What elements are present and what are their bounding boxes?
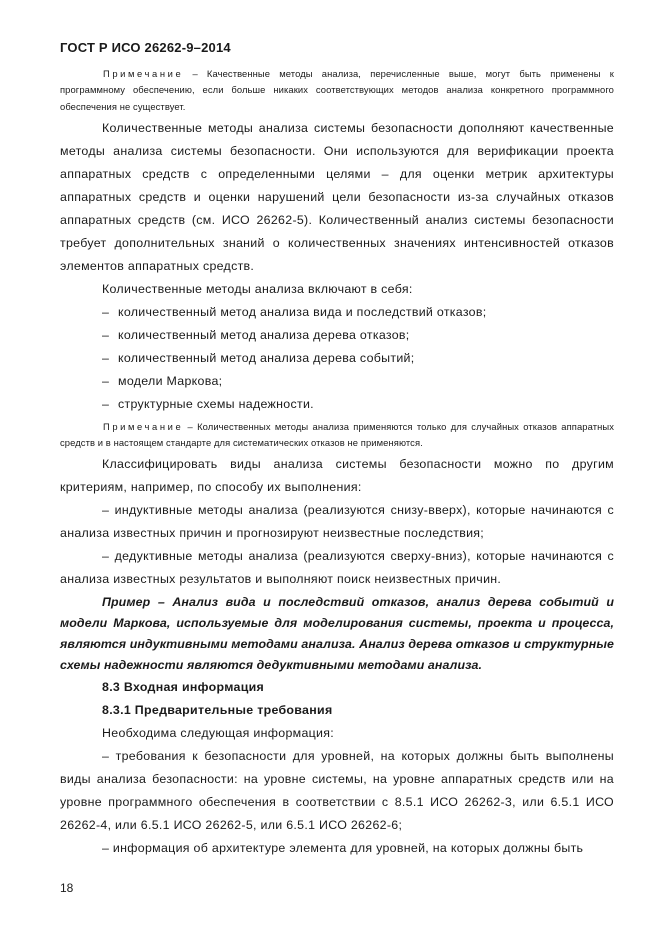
paragraph-quantitative-intro: Количественные методы анализа системы безопасности дополняют качественные методы анализа системы безопасности. Они используются для верификации проекта аппаратных средств с определенными целями – для оценки метрик архитектуры аппаратных средств и оценки нарушений цели безопасности из-за случайных отказов аппаратных средств (см. ИСО 26262-5). Количественный анализ системы безопасности требует дополнительных знаний о количественных значениях интенсивностей отказов элементов аппаратных средств.	[60, 120, 614, 273]
list-item: – количественный метод анализа дерева событий;	[102, 350, 415, 365]
note-label: Примечание	[103, 68, 184, 79]
note-text: – Количественных методы анализа применяются только для случайных отказов аппаратных средств и в настоящем стандарте для систематических отказов не применяются.	[60, 420, 614, 449]
note-1	[60, 66, 614, 115]
list-quantitative-methods	[60, 301, 614, 416]
list-item: – количественный метод анализа вида и последствий отказов;	[102, 304, 487, 319]
note-2	[60, 419, 614, 452]
note-text: – Качественные методы анализа, перечисленные выше, могут быть применены к программному обеспечению, если больше никаких соответствующих методов анализа конкретного программного обеспечения не существует.	[60, 68, 614, 112]
page-header-title: ГОСТ Р ИСО 26262-9–2014	[60, 40, 231, 55]
list-item: – модели Маркова;	[102, 373, 223, 388]
subsection-heading: 8.3.1 Предварительные требования	[102, 703, 333, 718]
paragraph-classification: Классифицировать виды анализа системы безопасности можно по другим критериям, например, по способу их выполнения:	[60, 457, 614, 495]
list-item: – структурные схемы надежности.	[102, 396, 314, 411]
example-paragraph: Пример – Анализ вида и последствий отказов, анализ дерева событий и модели Маркова, используемые для моделирования системы, проекта и процесса, являются индуктивными методами анализа. Анализ дерева отказов и структурные схемы надежности являются дедуктивными методами анализа.	[60, 595, 614, 673]
note-label: Примечание	[103, 420, 184, 432]
list-item-safety-requirements: – требования к безопасности для уровней, на которых должны быть выполнены виды анализа безопасности: на уровне системы, на уровне аппаратных средств или на уровне программного обеспечения в соответствии с 8.5.1 ИСО 26262-3, или 6.5.1 ИСО 26262-4, или 6.5.1 ИСО 26262-5, или 6.5.1 ИСО 26262-6;	[60, 749, 614, 833]
paragraph-required-info: Необходима следующая информация:	[102, 726, 335, 741]
list-item-architecture-info: – информация об архитектуре элемента для уровней, на которых должны быть	[102, 841, 584, 856]
paragraph-methods-include: Количественные методы анализа включают в себя:	[102, 281, 413, 296]
list-item-inductive: – индуктивные методы анализа (реализуются снизу-вверх), которые начинаются с анализа известных причин и прогнозируют неизвестные последствия;	[60, 503, 614, 541]
page-number: 18	[60, 881, 74, 895]
list-item: – количественный метод анализа дерева отказов;	[102, 327, 410, 342]
list-item-deductive: – дедуктивные методы анализа (реализуются сверху-вниз), которые начинаются с анализа известных результатов и выполняют поиск неизвестных причин.	[60, 549, 614, 587]
section-heading: 8.3 Входная информация	[102, 680, 265, 695]
page-body	[60, 63, 614, 860]
